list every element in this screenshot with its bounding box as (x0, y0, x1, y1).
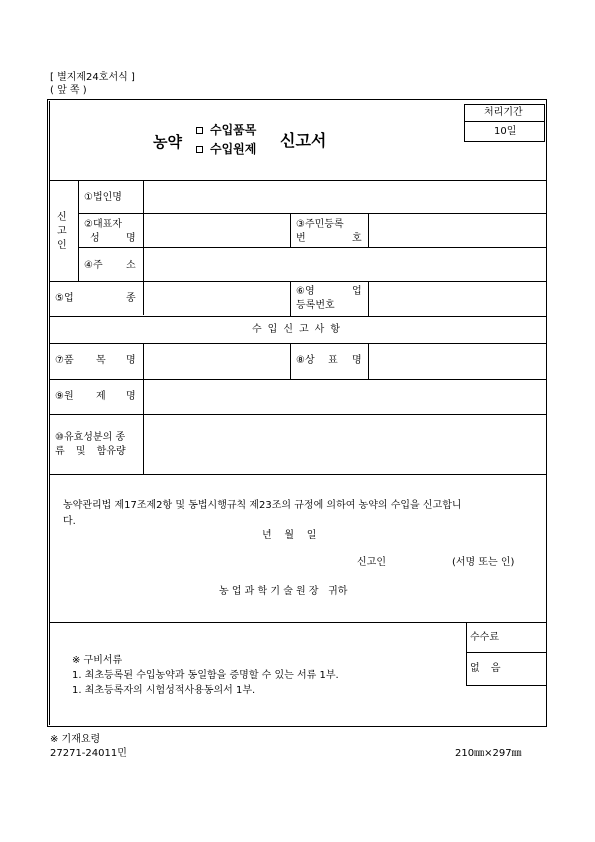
ingredient-field[interactable] (144, 415, 546, 473)
title-option2: 수입원제 (210, 142, 257, 156)
ingredient-label-2: 류 및 함유량 (55, 446, 126, 457)
title-option1: 수입품목 (210, 123, 257, 137)
declarant-label-1: 신 (57, 212, 67, 223)
rep-label-2: 성 (90, 233, 100, 244)
rep-label-3: 명 (126, 233, 136, 244)
processing-label: 처리기간 (484, 107, 523, 118)
paper-size: 210㎜×297㎜ (455, 748, 522, 759)
product-label-2: 목 (96, 355, 106, 366)
business-type-label-1: ⑤업 (55, 293, 74, 304)
address-label-2: 소 (126, 260, 136, 271)
address-field[interactable] (144, 248, 546, 280)
statement-line-2: 다. (63, 516, 76, 527)
footer-note: ※ 기재요령 (50, 734, 101, 745)
address-label-1: ④주 (84, 260, 103, 271)
product-label-3: 명 (126, 355, 136, 366)
fee-label: 수수료 (470, 632, 499, 643)
corp-name-field[interactable] (144, 181, 546, 212)
material-label-3: 명 (126, 391, 136, 402)
form-number: [ 별지제24호서식 ] (50, 72, 135, 83)
page-side-label: ( 앞 쪽 ) (50, 85, 87, 96)
business-reg-label-2: 업 (352, 286, 362, 297)
statement-line-1: 농약관리법 제17조제2항 및 동법시행규칙 제23조의 규정에 의하여 농약의 수입을 신고합니 (63, 500, 462, 511)
business-type-field[interactable] (144, 282, 289, 315)
fee-value: 없 음 (470, 663, 501, 674)
option1-checkbox[interactable] (196, 127, 203, 134)
material-name-field[interactable] (144, 380, 546, 413)
title-prefix: 농약 (153, 133, 182, 151)
option2-checkbox[interactable] (196, 146, 203, 153)
rep-label-1: ②대표자 (84, 219, 122, 230)
material-label-2: 제 (96, 391, 106, 402)
processing-value: 10일 (494, 126, 517, 137)
business-reg-label-3: 등록번호 (296, 300, 335, 311)
brand-label-1: ⑧상 (296, 355, 315, 366)
declarant-label-3: 인 (57, 240, 67, 251)
product-name-field[interactable] (144, 344, 289, 378)
rrn-field[interactable] (369, 214, 546, 246)
brand-name-field[interactable] (369, 344, 546, 378)
rrn-label-3: 호 (352, 233, 362, 244)
product-label-1: ⑦품 (55, 355, 74, 366)
signature-field[interactable]: (서명 또는 인) (452, 557, 515, 568)
declarant-label-2: 고 (57, 226, 67, 237)
ingredient-label-1: ⑩유효성분의 종 (55, 432, 126, 443)
rep-name-field[interactable] (144, 214, 289, 246)
form-code: 27271-24011민 (50, 748, 127, 759)
signer-label: 신고인 (357, 557, 386, 568)
recipient-line: 농 업 과 학 기 술 원 장 귀하 (219, 586, 348, 597)
rrn-label-2: 번 (296, 233, 306, 244)
brand-label-2: 표 (328, 355, 338, 366)
business-reg-field[interactable] (369, 282, 546, 315)
attachment-item-2: 1. 최초등록자의 시험성적사용동의서 1부. (72, 685, 256, 696)
material-label-1: ⑨원 (55, 391, 74, 402)
business-reg-label-1: ⑥영 (296, 286, 315, 297)
attachment-item-1: 1. 최초등록된 수입농약과 동일함을 증명할 수 있는 서류 1부. (72, 670, 339, 681)
attachments-heading: ※ 구비서류 (72, 655, 123, 666)
title-suffix: 신고서 (280, 131, 327, 150)
business-type-label-2: 종 (126, 293, 136, 304)
corp-name-label: ①법인명 (84, 192, 122, 203)
brand-label-3: 명 (352, 355, 362, 366)
section-title: 수입신고사항 (252, 324, 346, 335)
statement-date[interactable]: 년 월 일 (262, 530, 317, 541)
rrn-label-1: ③주민등록 (296, 219, 344, 230)
